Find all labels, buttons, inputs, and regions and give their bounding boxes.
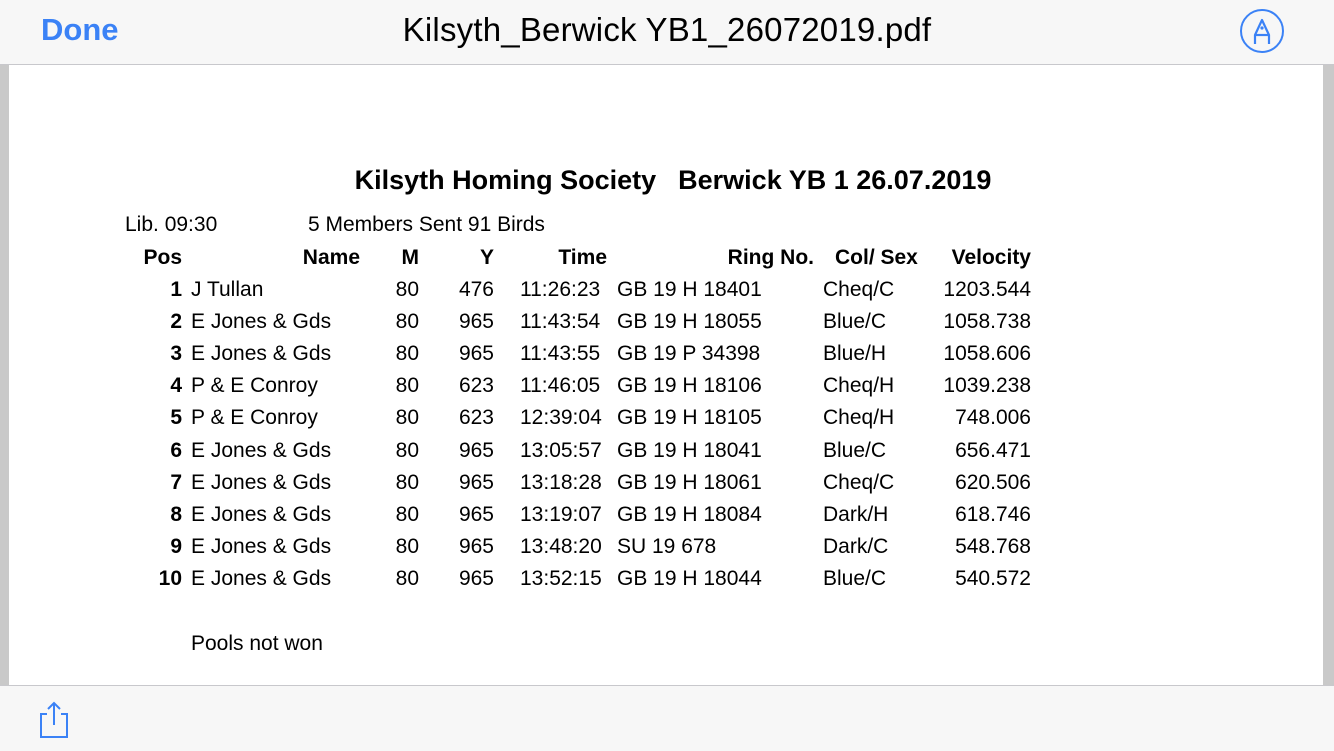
cell-pos: 7 xyxy=(170,470,182,494)
cell-time: 13:52:15 xyxy=(520,566,602,590)
cell-pos: 4 xyxy=(170,374,182,398)
cell-ring: GB 19 H 18105 xyxy=(617,406,762,430)
cell-ring: GB 19 H 18061 xyxy=(617,470,762,494)
cell-ring: GB 19 H 18041 xyxy=(617,438,762,462)
cell-time: 11:43:55 xyxy=(520,342,601,366)
cell-ring: SU 19 678 xyxy=(617,534,717,558)
cell-m: 80 xyxy=(395,374,419,398)
cell-pos: 10 xyxy=(158,566,182,590)
cell-time: 12:39:04 xyxy=(520,406,602,430)
cell-velocity: 618.746 xyxy=(955,502,1031,526)
report-title-club: Kilsyth Homing Society xyxy=(354,165,657,195)
cell-pos: 9 xyxy=(170,534,182,558)
cell-time: 11:46:05 xyxy=(520,374,601,398)
cell-velocity: 1058.738 xyxy=(943,310,1031,334)
cell-y: 965 xyxy=(458,566,494,590)
col-header-time: Time xyxy=(558,246,607,269)
cell-y: 965 xyxy=(458,534,494,558)
cell-colsex: Blue/H xyxy=(823,342,887,366)
cell-ring: GB 19 P 34398 xyxy=(617,342,761,366)
cell-pos: 6 xyxy=(170,438,182,462)
cell-m: 80 xyxy=(395,470,419,494)
cell-time: 11:26:23 xyxy=(520,278,601,301)
col-header-pos: Pos xyxy=(143,246,182,269)
cell-m: 80 xyxy=(395,534,419,558)
cell-colsex: Cheq/H xyxy=(823,406,895,430)
cell-velocity: 620.506 xyxy=(955,470,1031,494)
col-header-name: Name xyxy=(302,246,360,269)
cell-pos: 3 xyxy=(170,342,182,366)
cell-ring: GB 19 H 18084 xyxy=(617,502,762,526)
cell-velocity: 748.006 xyxy=(955,406,1031,430)
cell-time: 13:19:07 xyxy=(520,502,602,526)
cell-velocity: 540.572 xyxy=(955,566,1031,590)
cell-colsex: Dark/H xyxy=(823,502,889,526)
cell-ring: GB 19 H 18044 xyxy=(617,566,762,590)
cell-m: 80 xyxy=(395,438,419,462)
report-title-race: Berwick YB 1 26.07.2019 xyxy=(678,165,992,195)
col-header-m: M xyxy=(401,246,419,269)
members-sent: 5 Members Sent 91 Birds xyxy=(308,213,545,236)
cell-velocity: 1058.606 xyxy=(943,342,1031,366)
cell-velocity: 1039.238 xyxy=(943,374,1031,398)
pdf-page xyxy=(9,65,1323,685)
report-title xyxy=(9,165,1323,196)
col-header-y: Y xyxy=(479,246,494,269)
cell-velocity: 656.471 xyxy=(955,438,1031,462)
cell-y: 965 xyxy=(458,470,494,494)
cell-time: 13:48:20 xyxy=(520,534,602,558)
cell-colsex: Blue/C xyxy=(823,310,887,334)
cell-name: P & E Conroy xyxy=(191,374,318,398)
cell-colsex: Blue/C xyxy=(823,566,887,590)
cell-name: E Jones & Gds xyxy=(191,438,332,462)
cell-m: 80 xyxy=(395,566,419,590)
markup-pen-icon xyxy=(1242,11,1282,51)
cell-pos: 5 xyxy=(170,406,182,430)
cell-name: P & E Conroy xyxy=(191,406,318,430)
cell-y: 623 xyxy=(458,406,494,430)
cell-ring: GB 19 H 18401 xyxy=(617,278,762,301)
share-icon xyxy=(36,700,72,740)
cell-name: E Jones & Gds xyxy=(191,566,332,590)
cell-name: E Jones & Gds xyxy=(191,470,332,494)
cell-m: 80 xyxy=(395,406,419,430)
cell-ring: GB 19 H 18055 xyxy=(617,310,762,334)
cell-velocity: 548.768 xyxy=(955,534,1031,558)
cell-m: 80 xyxy=(395,310,419,334)
cell-colsex: Cheq/H xyxy=(823,374,895,398)
cell-m: 80 xyxy=(395,342,419,366)
cell-name: E Jones & Gds xyxy=(191,534,332,558)
cell-m: 80 xyxy=(395,278,419,301)
cell-velocity: 1203.544 xyxy=(943,278,1031,301)
cell-ring: GB 19 H 18106 xyxy=(617,374,762,398)
pdf-viewer[interactable] xyxy=(0,65,1334,685)
cell-name: E Jones & Gds xyxy=(191,502,332,526)
cell-pos: 2 xyxy=(170,310,182,334)
cell-name: J Tullan xyxy=(191,278,264,301)
share-button[interactable] xyxy=(36,700,72,740)
done-button[interactable]: Done xyxy=(41,12,119,47)
cell-colsex: Blue/C xyxy=(823,438,887,462)
cell-y: 965 xyxy=(458,438,494,462)
bottom-toolbar xyxy=(0,685,1334,751)
cell-time: 13:05:57 xyxy=(520,438,602,462)
cell-name: E Jones & Gds xyxy=(191,310,332,334)
cell-time: 13:18:28 xyxy=(520,470,602,494)
cell-y: 965 xyxy=(458,502,494,526)
cell-y: 965 xyxy=(458,342,494,366)
col-header-velocity: Velocity xyxy=(951,246,1031,269)
cell-y: 623 xyxy=(458,374,494,398)
cell-colsex: Cheq/C xyxy=(823,278,895,301)
cell-name: E Jones & Gds xyxy=(191,342,332,366)
col-header-colsex: Col/ Sex xyxy=(835,246,918,269)
col-header-ring: Ring No. xyxy=(727,246,814,269)
cell-colsex: Dark/C xyxy=(823,534,889,558)
cell-m: 80 xyxy=(395,502,419,526)
cell-y: 476 xyxy=(458,278,494,301)
cell-time: 11:43:54 xyxy=(520,310,601,334)
cell-pos: 8 xyxy=(170,502,182,526)
cell-y: 965 xyxy=(458,310,494,334)
document-title: Kilsyth_Berwick YB1_26072019.pdf xyxy=(402,11,932,48)
pools-note: Pools not won xyxy=(191,632,323,655)
liberation-time: Lib. 09:30 xyxy=(125,213,218,236)
navigation-bar xyxy=(0,0,1334,65)
cell-colsex: Cheq/C xyxy=(823,470,895,494)
cell-pos: 1 xyxy=(170,278,182,301)
markup-button[interactable] xyxy=(1240,9,1284,53)
